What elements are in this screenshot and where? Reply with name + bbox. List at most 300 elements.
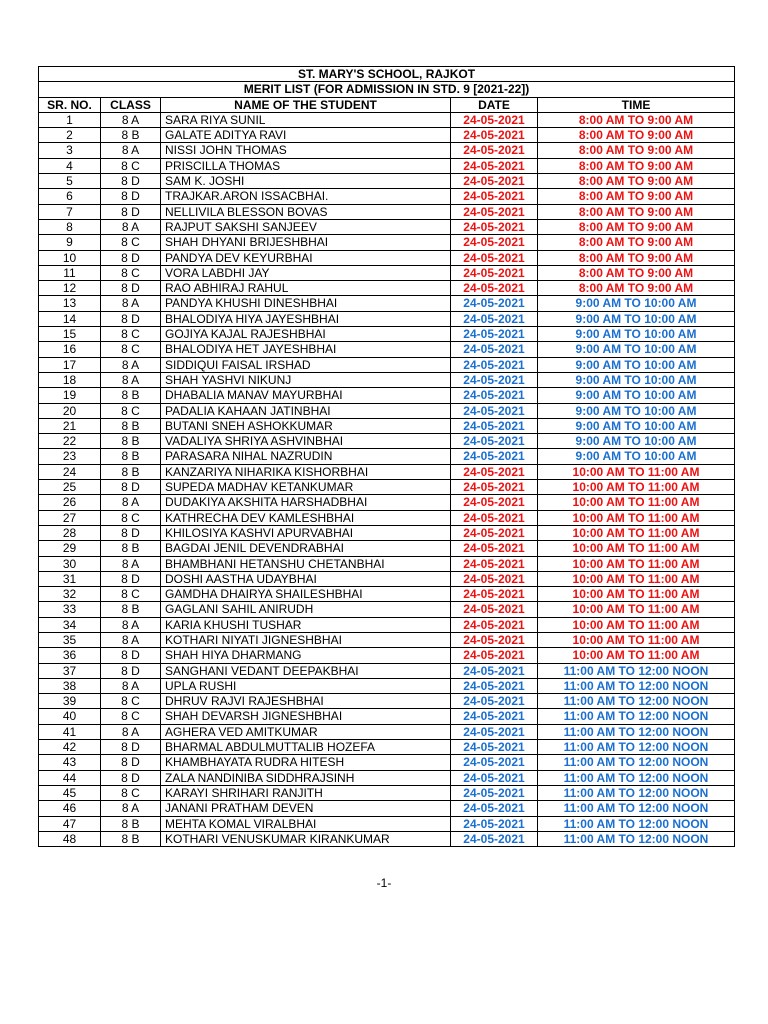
- sr-no-cell: 26: [39, 495, 101, 510]
- student-name-cell: SIDDIQUI FAISAL IRSHAD: [161, 357, 451, 372]
- sr-no-cell: 10: [39, 250, 101, 265]
- time-cell: 8:00 AM TO 9:00 AM: [538, 174, 735, 189]
- date-cell: 24-05-2021: [451, 327, 538, 342]
- header-student-name: NAME OF THE STUDENT: [161, 97, 451, 112]
- sr-no-cell: 11: [39, 265, 101, 280]
- student-name-cell: JANANI PRATHAM DEVEN: [161, 801, 451, 816]
- table-row: [39, 235, 735, 250]
- student-name-cell: SHAH DHYANI BRIJESHBHAI: [161, 235, 451, 250]
- student-name-cell: TRAJKAR.ARON ISSACBHAI.: [161, 189, 451, 204]
- time-cell: 11:00 AM TO 12:00 NOON: [538, 755, 735, 770]
- class-cell: 8 B: [101, 418, 161, 433]
- class-cell: 8 C: [101, 403, 161, 418]
- student-name-cell: PRISCILLA THOMAS: [161, 158, 451, 173]
- sr-no-cell: 5: [39, 174, 101, 189]
- sr-no-cell: 29: [39, 541, 101, 556]
- time-cell: 10:00 AM TO 11:00 AM: [538, 571, 735, 586]
- sr-no-cell: 4: [39, 158, 101, 173]
- time-cell: 11:00 AM TO 12:00 NOON: [538, 663, 735, 678]
- table-row: [39, 434, 735, 449]
- student-name-cell: NISSI JOHN THOMAS: [161, 143, 451, 158]
- table-row: [39, 770, 735, 785]
- sr-no-cell: 18: [39, 372, 101, 387]
- table-row: [39, 541, 735, 556]
- class-cell: 8 D: [101, 740, 161, 755]
- class-cell: 8 C: [101, 510, 161, 525]
- sr-no-cell: 8: [39, 219, 101, 234]
- date-cell: 24-05-2021: [451, 678, 538, 693]
- student-name-cell: DHRUV RAJVI RAJESHBHAI: [161, 694, 451, 709]
- merit-list-table: [38, 66, 735, 847]
- date-cell: 24-05-2021: [451, 541, 538, 556]
- class-cell: 8 A: [101, 357, 161, 372]
- student-name-cell: RAJPUT SAKSHI SANJEEV: [161, 219, 451, 234]
- time-cell: 10:00 AM TO 11:00 AM: [538, 617, 735, 632]
- time-cell: 9:00 AM TO 10:00 AM: [538, 296, 735, 311]
- date-cell: 24-05-2021: [451, 724, 538, 739]
- school-title-row: [39, 67, 735, 82]
- date-cell: 24-05-2021: [451, 174, 538, 189]
- date-cell: 24-05-2021: [451, 617, 538, 632]
- sr-no-cell: 6: [39, 189, 101, 204]
- class-cell: 8 B: [101, 388, 161, 403]
- time-cell: 11:00 AM TO 12:00 NOON: [538, 831, 735, 846]
- class-cell: 8 C: [101, 694, 161, 709]
- class-cell: 8 D: [101, 189, 161, 204]
- table-row: [39, 663, 735, 678]
- student-name-cell: DOSHI AASTHA UDAYBHAI: [161, 571, 451, 586]
- table-row: [39, 525, 735, 540]
- date-cell: 24-05-2021: [451, 816, 538, 831]
- date-cell: 24-05-2021: [451, 464, 538, 479]
- sr-no-cell: 21: [39, 418, 101, 433]
- date-cell: 24-05-2021: [451, 480, 538, 495]
- student-name-cell: ZALA NANDINIBA SIDDHRAJSINH: [161, 770, 451, 785]
- student-name-cell: NELLIVILA BLESSON BOVAS: [161, 204, 451, 219]
- class-cell: 8 D: [101, 311, 161, 326]
- date-cell: 24-05-2021: [451, 434, 538, 449]
- student-name-cell: KARAYI SHRIHARI RANJITH: [161, 785, 451, 800]
- column-header-row: [39, 97, 735, 112]
- student-name-cell: VORA LABDHI JAY: [161, 265, 451, 280]
- time-cell: 10:00 AM TO 11:00 AM: [538, 510, 735, 525]
- time-cell: 8:00 AM TO 9:00 AM: [538, 219, 735, 234]
- time-cell: 10:00 AM TO 11:00 AM: [538, 541, 735, 556]
- sr-no-cell: 34: [39, 617, 101, 632]
- sr-no-cell: 3: [39, 143, 101, 158]
- date-cell: 24-05-2021: [451, 311, 538, 326]
- table-row: [39, 709, 735, 724]
- header-time: TIME: [538, 97, 735, 112]
- time-cell: 8:00 AM TO 9:00 AM: [538, 265, 735, 280]
- table-row: [39, 510, 735, 525]
- time-cell: 11:00 AM TO 12:00 NOON: [538, 724, 735, 739]
- date-cell: 24-05-2021: [451, 189, 538, 204]
- date-cell: 24-05-2021: [451, 648, 538, 663]
- sr-no-cell: 16: [39, 342, 101, 357]
- time-cell: 11:00 AM TO 12:00 NOON: [538, 709, 735, 724]
- table-row: [39, 143, 735, 158]
- class-cell: 8 A: [101, 724, 161, 739]
- table-row: [39, 648, 735, 663]
- student-name-cell: SANGHANI VEDANT DEEPAKBHAI: [161, 663, 451, 678]
- date-cell: 24-05-2021: [451, 694, 538, 709]
- table-row: [39, 219, 735, 234]
- table-row: [39, 372, 735, 387]
- table-row: [39, 296, 735, 311]
- date-cell: 24-05-2021: [451, 449, 538, 464]
- student-name-cell: VADALIYA SHRIYA ASHVINBHAI: [161, 434, 451, 449]
- time-cell: 9:00 AM TO 10:00 AM: [538, 418, 735, 433]
- table-row: [39, 801, 735, 816]
- table-row: [39, 357, 735, 372]
- sr-no-cell: 35: [39, 632, 101, 647]
- student-name-cell: SHAH DEVARSH JIGNESHBHAI: [161, 709, 451, 724]
- date-cell: 24-05-2021: [451, 128, 538, 143]
- student-name-cell: GALATE ADITYA RAVI: [161, 128, 451, 143]
- time-cell: 10:00 AM TO 11:00 AM: [538, 480, 735, 495]
- table-row: [39, 174, 735, 189]
- table-row: [39, 755, 735, 770]
- sr-no-cell: 43: [39, 755, 101, 770]
- time-cell: 8:00 AM TO 9:00 AM: [538, 112, 735, 127]
- date-cell: 24-05-2021: [451, 770, 538, 785]
- sr-no-cell: 19: [39, 388, 101, 403]
- class-cell: 8 B: [101, 831, 161, 846]
- student-name-cell: SUPEDA MADHAV KETANKUMAR: [161, 480, 451, 495]
- student-name-cell: PANDYA DEV KEYURBHAI: [161, 250, 451, 265]
- time-cell: 8:00 AM TO 9:00 AM: [538, 204, 735, 219]
- student-name-cell: UPLA RUSHI: [161, 678, 451, 693]
- sr-no-cell: 33: [39, 602, 101, 617]
- date-cell: 24-05-2021: [451, 556, 538, 571]
- class-cell: 8 D: [101, 250, 161, 265]
- time-cell: 10:00 AM TO 11:00 AM: [538, 525, 735, 540]
- sr-no-cell: 47: [39, 816, 101, 831]
- student-name-cell: BAGDAI JENIL DEVENDRABHAI: [161, 541, 451, 556]
- class-cell: 8 B: [101, 602, 161, 617]
- class-cell: 8 C: [101, 265, 161, 280]
- class-cell: 8 A: [101, 495, 161, 510]
- time-cell: 11:00 AM TO 12:00 NOON: [538, 816, 735, 831]
- sr-no-cell: 42: [39, 740, 101, 755]
- time-cell: 10:00 AM TO 11:00 AM: [538, 632, 735, 647]
- date-cell: 24-05-2021: [451, 801, 538, 816]
- table-row: [39, 617, 735, 632]
- time-cell: 9:00 AM TO 10:00 AM: [538, 342, 735, 357]
- sr-no-cell: 22: [39, 434, 101, 449]
- date-cell: 24-05-2021: [451, 755, 538, 770]
- header-class: CLASS: [101, 97, 161, 112]
- date-cell: 24-05-2021: [451, 587, 538, 602]
- student-name-cell: PANDYA KHUSHI DINESHBHAI: [161, 296, 451, 311]
- sr-no-cell: 44: [39, 770, 101, 785]
- date-cell: 24-05-2021: [451, 372, 538, 387]
- class-cell: 8 C: [101, 709, 161, 724]
- class-cell: 8 C: [101, 587, 161, 602]
- class-cell: 8 A: [101, 632, 161, 647]
- table-row: [39, 449, 735, 464]
- sr-no-cell: 28: [39, 525, 101, 540]
- date-cell: 24-05-2021: [451, 495, 538, 510]
- date-cell: 24-05-2021: [451, 571, 538, 586]
- table-row: [39, 327, 735, 342]
- student-name-cell: KARIA KHUSHI TUSHAR: [161, 617, 451, 632]
- student-name-cell: RAO ABHIRAJ RAHUL: [161, 281, 451, 296]
- sr-no-cell: 41: [39, 724, 101, 739]
- time-cell: 9:00 AM TO 10:00 AM: [538, 434, 735, 449]
- date-cell: 24-05-2021: [451, 418, 538, 433]
- class-cell: 8 D: [101, 663, 161, 678]
- sr-no-cell: 48: [39, 831, 101, 846]
- class-cell: 8 C: [101, 785, 161, 800]
- date-cell: 24-05-2021: [451, 112, 538, 127]
- date-cell: 24-05-2021: [451, 281, 538, 296]
- time-cell: 8:00 AM TO 9:00 AM: [538, 281, 735, 296]
- student-name-cell: BHARMAL ABDULMUTTALIB HOZEFA: [161, 740, 451, 755]
- table-row: [39, 694, 735, 709]
- time-cell: 10:00 AM TO 11:00 AM: [538, 464, 735, 479]
- student-name-cell: GAMDHA DHAIRYA SHAILESHBHAI: [161, 587, 451, 602]
- class-cell: 8 C: [101, 327, 161, 342]
- date-cell: 24-05-2021: [451, 785, 538, 800]
- date-cell: 24-05-2021: [451, 740, 538, 755]
- table-row: [39, 418, 735, 433]
- class-cell: 8 A: [101, 296, 161, 311]
- table-row: [39, 204, 735, 219]
- class-cell: 8 A: [101, 143, 161, 158]
- time-cell: 10:00 AM TO 11:00 AM: [538, 602, 735, 617]
- table-row: [39, 556, 735, 571]
- student-name-cell: BHALODIYA HET JAYESHBHAI: [161, 342, 451, 357]
- time-cell: 8:00 AM TO 9:00 AM: [538, 189, 735, 204]
- class-cell: 8 A: [101, 556, 161, 571]
- header-date: DATE: [451, 97, 538, 112]
- table-row: [39, 724, 735, 739]
- date-cell: 24-05-2021: [451, 342, 538, 357]
- student-name-cell: KOTHARI NIYATI JIGNESHBHAI: [161, 632, 451, 647]
- student-name-cell: BHALODIYA HIYA JAYESHBHAI: [161, 311, 451, 326]
- sr-no-cell: 12: [39, 281, 101, 296]
- table-row: [39, 281, 735, 296]
- class-cell: 8 B: [101, 128, 161, 143]
- table-row: [39, 632, 735, 647]
- student-name-cell: GOJIYA KAJAL RAJESHBHAI: [161, 327, 451, 342]
- table-row: [39, 189, 735, 204]
- time-cell: 11:00 AM TO 12:00 NOON: [538, 740, 735, 755]
- table-row: [39, 265, 735, 280]
- time-cell: 11:00 AM TO 12:00 NOON: [538, 785, 735, 800]
- date-cell: 24-05-2021: [451, 388, 538, 403]
- sr-no-cell: 32: [39, 587, 101, 602]
- class-cell: 8 C: [101, 235, 161, 250]
- student-name-cell: SHAH HIYA DHARMANG: [161, 648, 451, 663]
- student-name-cell: KHILOSIYA KASHVI APURVABHAI: [161, 525, 451, 540]
- sr-no-cell: 36: [39, 648, 101, 663]
- table-row: [39, 678, 735, 693]
- time-cell: 10:00 AM TO 11:00 AM: [538, 556, 735, 571]
- student-name-cell: BUTANI SNEH ASHOKKUMAR: [161, 418, 451, 433]
- time-cell: 10:00 AM TO 11:00 AM: [538, 587, 735, 602]
- student-name-cell: SARA RIYA SUNIL: [161, 112, 451, 127]
- time-cell: 9:00 AM TO 10:00 AM: [538, 327, 735, 342]
- sr-no-cell: 7: [39, 204, 101, 219]
- table-row: [39, 480, 735, 495]
- class-cell: 8 D: [101, 174, 161, 189]
- class-cell: 8 A: [101, 219, 161, 234]
- sr-no-cell: 40: [39, 709, 101, 724]
- sr-no-cell: 45: [39, 785, 101, 800]
- table-row: [39, 128, 735, 143]
- class-cell: 8 D: [101, 770, 161, 785]
- sr-no-cell: 25: [39, 480, 101, 495]
- time-cell: 9:00 AM TO 10:00 AM: [538, 357, 735, 372]
- table-row: [39, 587, 735, 602]
- sr-no-cell: 38: [39, 678, 101, 693]
- sr-no-cell: 1: [39, 112, 101, 127]
- sr-no-cell: 14: [39, 311, 101, 326]
- class-cell: 8 A: [101, 801, 161, 816]
- class-cell: 8 D: [101, 281, 161, 296]
- time-cell: 8:00 AM TO 9:00 AM: [538, 158, 735, 173]
- date-cell: 24-05-2021: [451, 632, 538, 647]
- class-cell: 8 C: [101, 342, 161, 357]
- sr-no-cell: 27: [39, 510, 101, 525]
- class-cell: 8 B: [101, 464, 161, 479]
- date-cell: 24-05-2021: [451, 663, 538, 678]
- time-cell: 11:00 AM TO 12:00 NOON: [538, 678, 735, 693]
- date-cell: 24-05-2021: [451, 357, 538, 372]
- student-name-cell: GAGLANI SAHIL ANIRUDH: [161, 602, 451, 617]
- class-cell: 8 D: [101, 648, 161, 663]
- date-cell: 24-05-2021: [451, 143, 538, 158]
- sr-no-cell: 20: [39, 403, 101, 418]
- list-title-row: [39, 82, 735, 97]
- table-row: [39, 342, 735, 357]
- class-cell: 8 D: [101, 571, 161, 586]
- date-cell: 24-05-2021: [451, 219, 538, 234]
- time-cell: 9:00 AM TO 10:00 AM: [538, 372, 735, 387]
- date-cell: 24-05-2021: [451, 602, 538, 617]
- class-cell: 8 A: [101, 678, 161, 693]
- date-cell: 24-05-2021: [451, 510, 538, 525]
- date-cell: 24-05-2021: [451, 265, 538, 280]
- table-row: [39, 464, 735, 479]
- sr-no-cell: 15: [39, 327, 101, 342]
- sr-no-cell: 9: [39, 235, 101, 250]
- class-cell: 8 A: [101, 372, 161, 387]
- class-cell: 8 B: [101, 449, 161, 464]
- table-row: [39, 495, 735, 510]
- table-row: [39, 250, 735, 265]
- time-cell: 9:00 AM TO 10:00 AM: [538, 388, 735, 403]
- table-row: [39, 311, 735, 326]
- sr-no-cell: 30: [39, 556, 101, 571]
- student-name-cell: PARASARA NIHAL NAZRUDIN: [161, 449, 451, 464]
- table-row: [39, 112, 735, 127]
- student-name-cell: SAM K. JOSHI: [161, 174, 451, 189]
- class-cell: 8 B: [101, 816, 161, 831]
- sr-no-cell: 23: [39, 449, 101, 464]
- sr-no-cell: 24: [39, 464, 101, 479]
- student-name-cell: KOTHARI VENUSKUMAR KIRANKUMAR: [161, 831, 451, 846]
- student-name-cell: AGHERA VED AMITKUMAR: [161, 724, 451, 739]
- class-cell: 8 A: [101, 617, 161, 632]
- class-cell: 8 A: [101, 112, 161, 127]
- sr-no-cell: 39: [39, 694, 101, 709]
- class-cell: 8 D: [101, 204, 161, 219]
- table-row: [39, 602, 735, 617]
- date-cell: 24-05-2021: [451, 158, 538, 173]
- class-cell: 8 C: [101, 158, 161, 173]
- time-cell: 8:00 AM TO 9:00 AM: [538, 250, 735, 265]
- student-name-cell: KATHRECHA DEV KAMLESHBHAI: [161, 510, 451, 525]
- date-cell: 24-05-2021: [451, 831, 538, 846]
- time-cell: 8:00 AM TO 9:00 AM: [538, 235, 735, 250]
- student-name-cell: KHAMBHAYATA RUDRA HITESH: [161, 755, 451, 770]
- student-name-cell: MEHTA KOMAL VIRALBHAI: [161, 816, 451, 831]
- table-row: [39, 388, 735, 403]
- time-cell: 11:00 AM TO 12:00 NOON: [538, 770, 735, 785]
- class-cell: 8 B: [101, 434, 161, 449]
- student-name-cell: DUDAKIYA AKSHITA HARSHADBHAI: [161, 495, 451, 510]
- table-row: [39, 816, 735, 831]
- table-row: [39, 571, 735, 586]
- student-name-cell: SHAH YASHVI NIKUNJ: [161, 372, 451, 387]
- time-cell: 11:00 AM TO 12:00 NOON: [538, 801, 735, 816]
- date-cell: 24-05-2021: [451, 709, 538, 724]
- sr-no-cell: 37: [39, 663, 101, 678]
- sr-no-cell: 17: [39, 357, 101, 372]
- class-cell: 8 B: [101, 541, 161, 556]
- sr-no-cell: 2: [39, 128, 101, 143]
- page-number: -1-: [376, 876, 392, 890]
- class-cell: 8 D: [101, 755, 161, 770]
- sr-no-cell: 13: [39, 296, 101, 311]
- header-sr-no: SR. NO.: [39, 97, 101, 112]
- date-cell: 24-05-2021: [451, 204, 538, 219]
- table-row: [39, 158, 735, 173]
- sr-no-cell: 31: [39, 571, 101, 586]
- student-name-cell: BHAMBHANI HETANSHU CHETANBHAI: [161, 556, 451, 571]
- date-cell: 24-05-2021: [451, 525, 538, 540]
- student-name-cell: PADALIA KAHAAN JATINBHAI: [161, 403, 451, 418]
- time-cell: 11:00 AM TO 12:00 NOON: [538, 694, 735, 709]
- student-name-cell: KANZARIYA NIHARIKA KISHORBHAI: [161, 464, 451, 479]
- time-cell: 10:00 AM TO 11:00 AM: [538, 648, 735, 663]
- class-cell: 8 D: [101, 480, 161, 495]
- time-cell: 9:00 AM TO 10:00 AM: [538, 311, 735, 326]
- date-cell: 24-05-2021: [451, 296, 538, 311]
- list-title: MERIT LIST (FOR ADMISSION IN STD. 9 [2021-22]): [39, 82, 735, 97]
- date-cell: 24-05-2021: [451, 250, 538, 265]
- time-cell: 9:00 AM TO 10:00 AM: [538, 449, 735, 464]
- student-name-cell: DHABALIA MANAV MAYURBHAI: [161, 388, 451, 403]
- date-cell: 24-05-2021: [451, 403, 538, 418]
- table-row: [39, 403, 735, 418]
- sr-no-cell: 46: [39, 801, 101, 816]
- time-cell: 8:00 AM TO 9:00 AM: [538, 128, 735, 143]
- table-row: [39, 740, 735, 755]
- school-name: ST. MARY'S SCHOOL, RAJKOT: [39, 67, 735, 82]
- table-row: [39, 831, 735, 846]
- time-cell: 8:00 AM TO 9:00 AM: [538, 143, 735, 158]
- time-cell: 10:00 AM TO 11:00 AM: [538, 495, 735, 510]
- date-cell: 24-05-2021: [451, 235, 538, 250]
- class-cell: 8 D: [101, 525, 161, 540]
- table-row: [39, 785, 735, 800]
- time-cell: 9:00 AM TO 10:00 AM: [538, 403, 735, 418]
